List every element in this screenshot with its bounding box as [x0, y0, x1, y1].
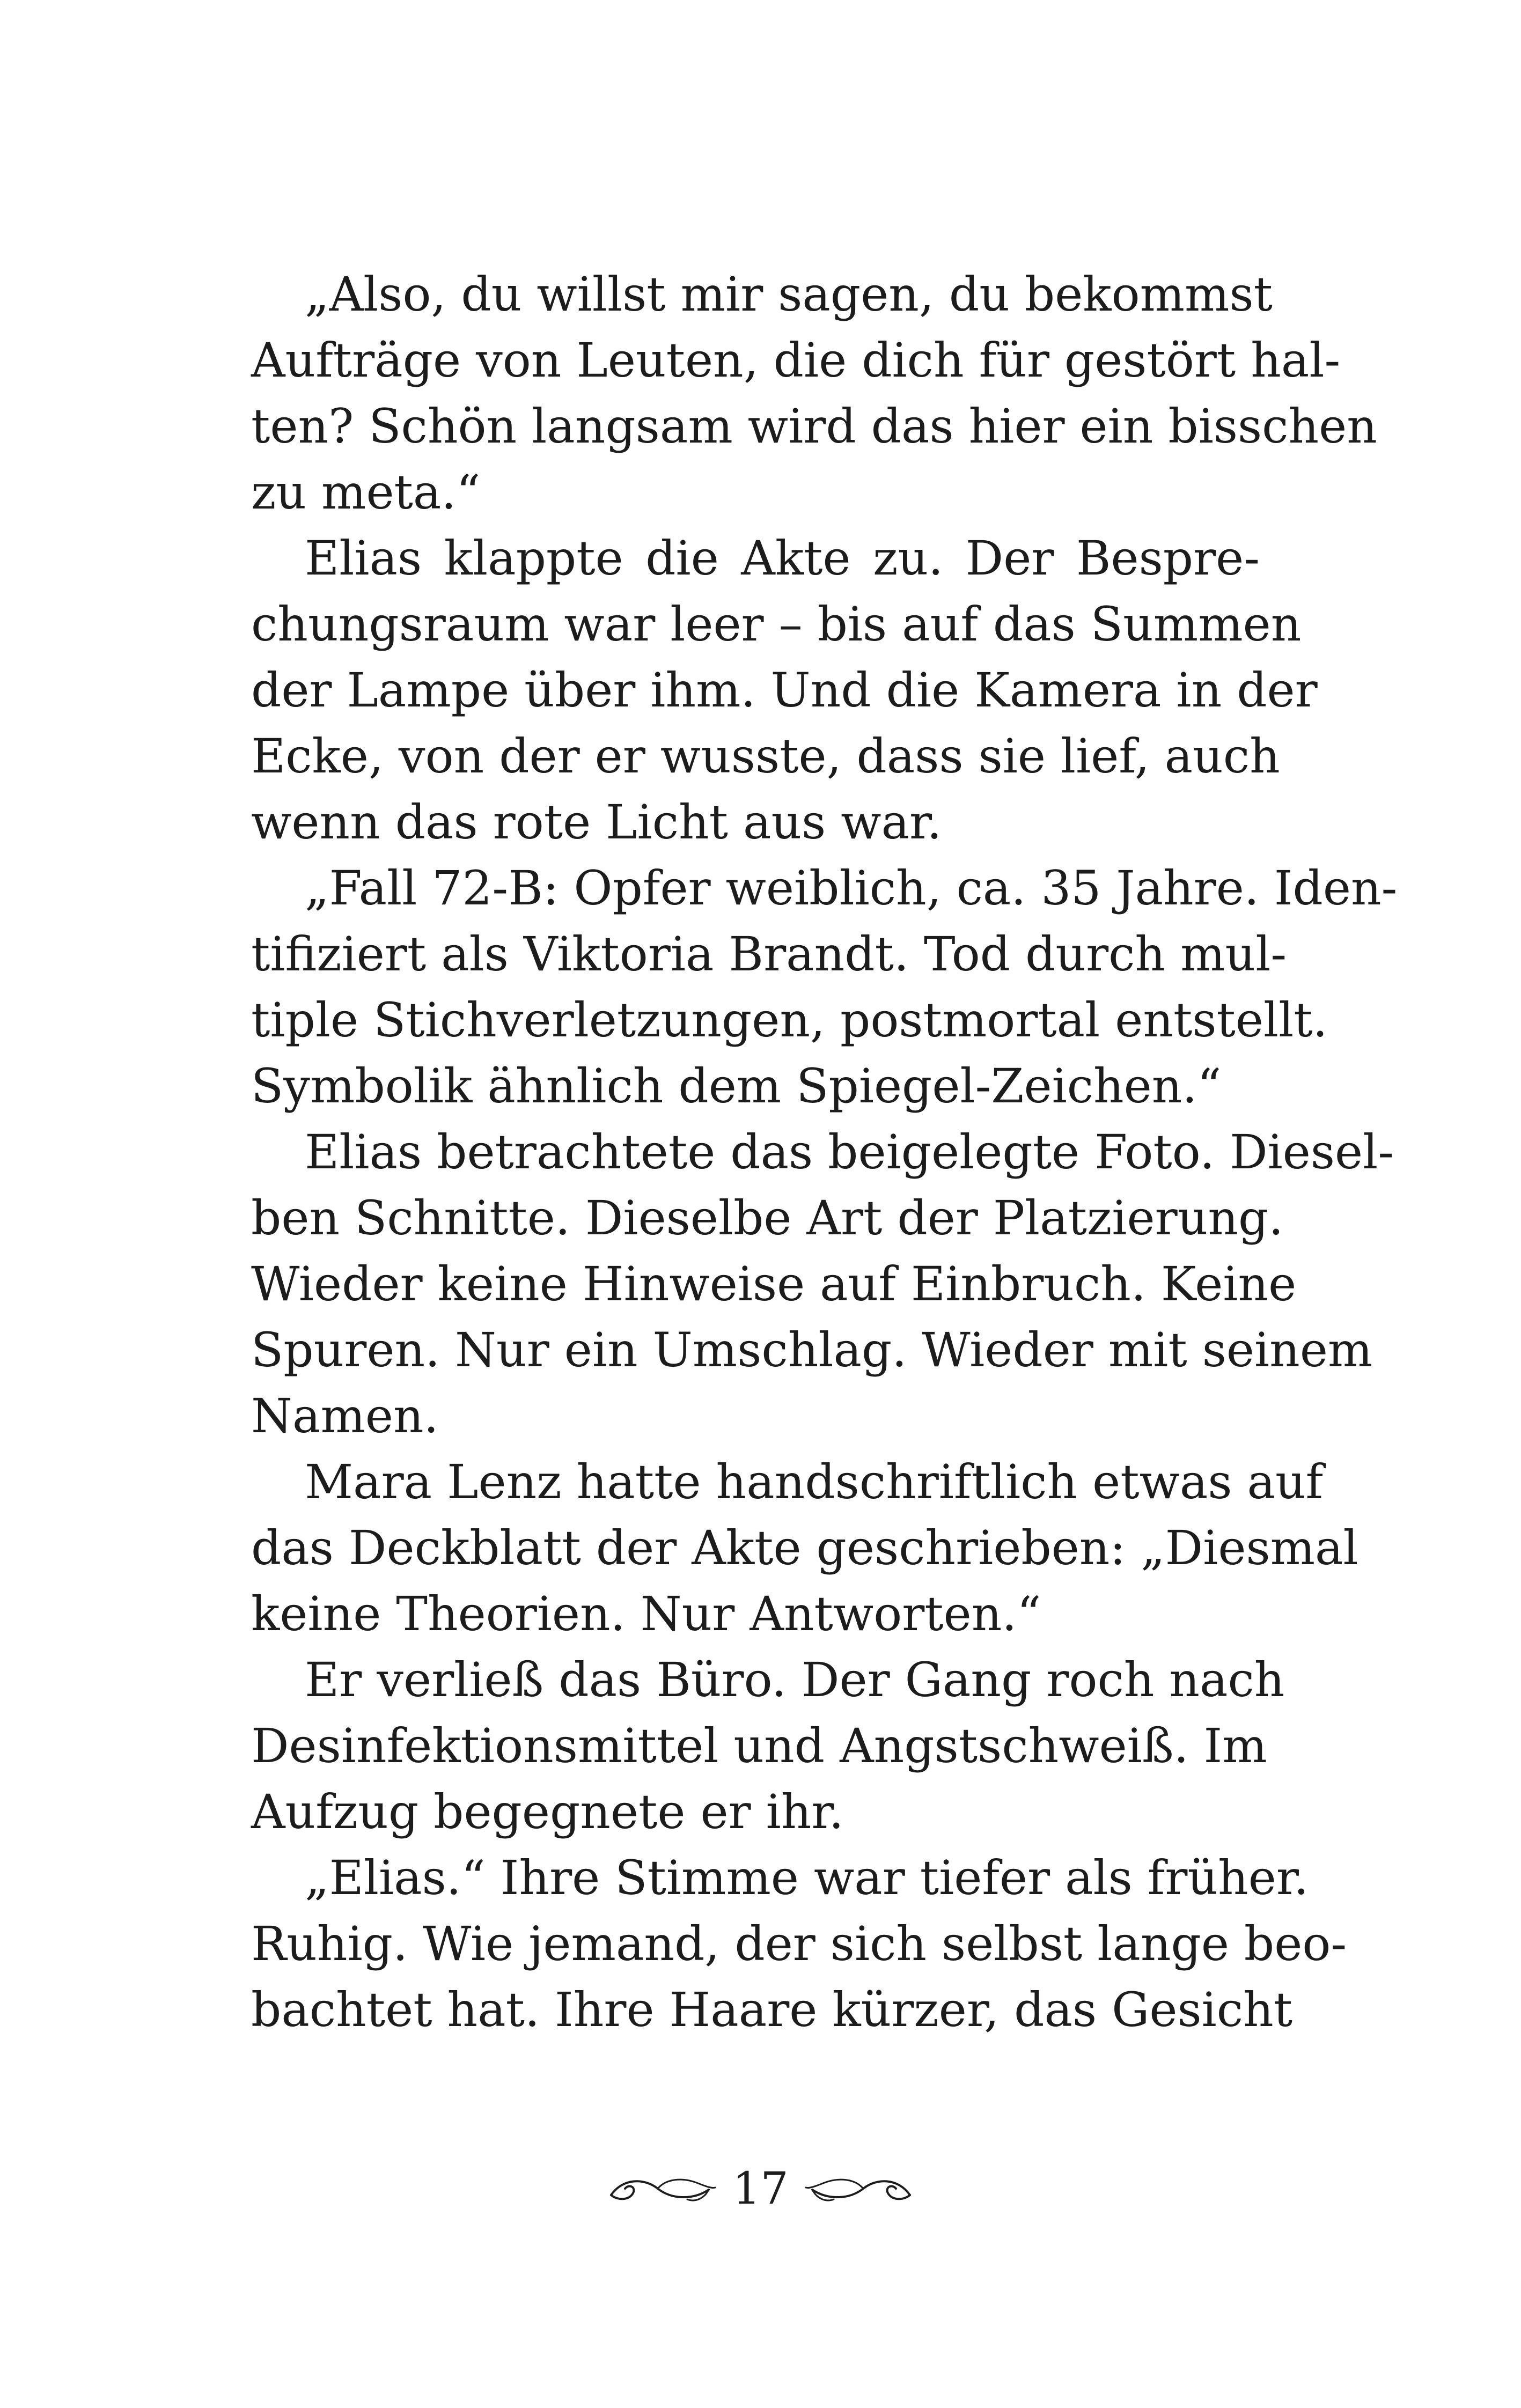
- text-line: „Fall 72-B: Opfer weiblich, ca. 35 Jahre. Iden-: [305, 860, 1398, 916]
- paragraph-5: [251, 1449, 1358, 1647]
- text-line: Elias betrachtete das beigelegte Foto. Diesel-: [305, 1124, 1394, 1180]
- text-line: das Deckblatt der Akte geschrieben: „Diesmal: [251, 1520, 1358, 1575]
- page-footer: [0, 2151, 1521, 2226]
- text-line: chungsraum war leer – bis auf das Summen: [251, 597, 1302, 652]
- paragraph-3: [251, 855, 1398, 1119]
- flourish-left-icon: [607, 2167, 719, 2210]
- text-line: keine Theorien. Nur Antworten.“: [251, 1586, 1041, 1641]
- text-line: ten? Schön langsam wird das hier ein bisschen: [251, 399, 1377, 454]
- paragraph-7: [251, 1845, 1347, 2043]
- text-line: Mara Lenz hatte handschriftlich etwas auf: [305, 1454, 1324, 1509]
- paragraph-2: [251, 525, 1318, 855]
- text-line: „Also, du willst mir sagen, du bekommst: [305, 267, 1273, 322]
- paragraph-6: [251, 1647, 1285, 1845]
- text-line: Elias klappte die Akte zu. Der Bespre-: [305, 531, 1260, 586]
- text-line: Ecke, von der er wusste, dass sie lief, auch: [251, 728, 1280, 784]
- text-line: Symbolik ähnlich dem Spiegel-Zeichen.“: [251, 1058, 1222, 1114]
- text-line: tifiziert als Viktoria Brandt. Tod durch mul-: [251, 926, 1287, 982]
- text-line: Desinfektionsmittel und Angstschweiß. Im: [251, 1718, 1267, 1773]
- text-line: Er verließ das Büro. Der Gang roch nach: [305, 1652, 1285, 1707]
- text-line: bachtet hat. Ihre Haare kürzer, das Gesicht: [251, 1982, 1293, 2037]
- text-line: zu meta.“: [251, 465, 481, 520]
- text-line: „Elias.“ Ihre Stimme war tiefer als früher.: [305, 1850, 1309, 1905]
- text-line: Wieder keine Hinweise auf Einbruch. Keine: [251, 1256, 1297, 1312]
- text-line: der Lampe über ihm. Und die Kamera in der: [251, 662, 1318, 718]
- text-line: Namen.: [251, 1388, 439, 1444]
- text-line: Spuren. Nur ein Umschlag. Wieder mit seinem: [251, 1322, 1373, 1378]
- text-line: tiple Stichverletzungen, postmortal entstellt.: [251, 992, 1328, 1048]
- text-line: Aufträge von Leuten, die dich für gestört hal-: [251, 333, 1341, 388]
- page-number: 17: [732, 2163, 789, 2214]
- text-line: ben Schnitte. Dieselbe Art der Platzierung.: [251, 1190, 1284, 1246]
- body-text: [251, 261, 1398, 2043]
- text-line: wenn das rote Licht aus war.: [251, 794, 942, 850]
- text-line: Ruhig. Wie jemand, der sich selbst lange beo-: [251, 1916, 1347, 1971]
- text-line: Aufzug begegnete er ihr.: [251, 1784, 844, 1839]
- paragraph-1: [251, 261, 1377, 525]
- flourish-right-icon: [802, 2167, 914, 2210]
- paragraph-4: [251, 1119, 1394, 1449]
